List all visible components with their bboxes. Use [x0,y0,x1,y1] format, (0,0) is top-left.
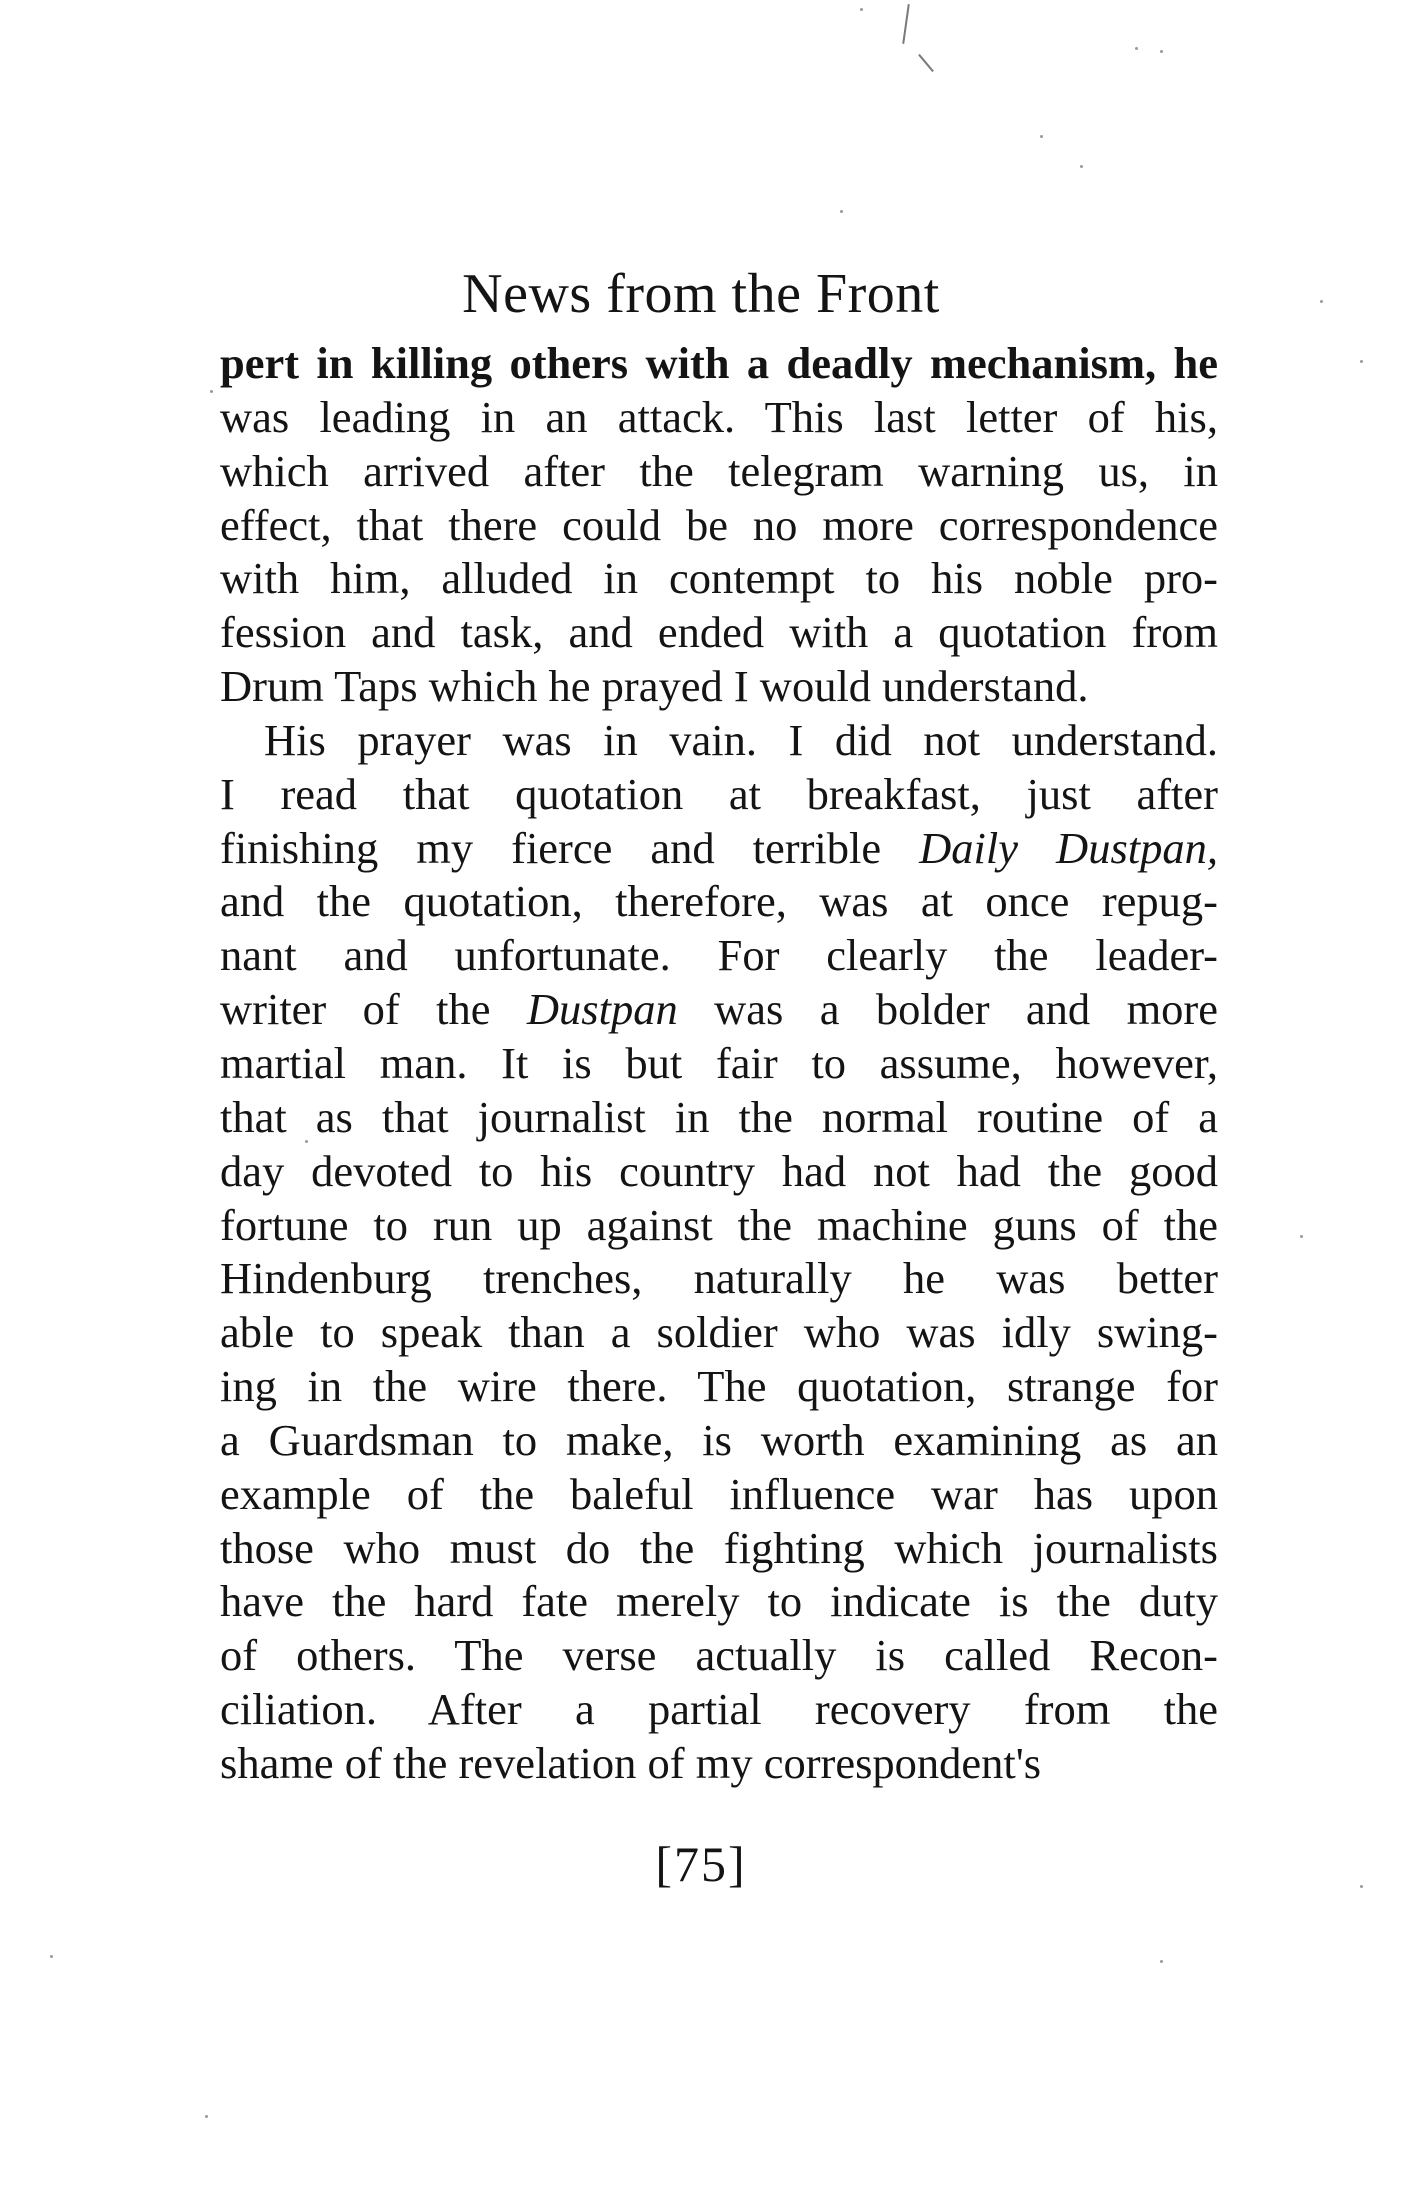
scan-speck [210,390,213,393]
text-line [220,391,1218,445]
text-line [220,499,1218,553]
scan-mark [902,4,910,44]
italic-title-text: Dustpan [526,984,678,1035]
line-text: ing in the wire there. The quotation, strange for [220,1361,1218,1412]
line-text: which arrived after the telegram warning us, in [220,445,1218,496]
line-text: writer of the [220,984,527,1035]
text-line [220,1737,1218,1791]
line-text: effect, that there could be no more correspondence [220,499,1218,550]
scan-speck [1300,1235,1303,1238]
scan-speck [840,210,843,213]
scan-speck [1160,50,1163,53]
scan-speck [1040,135,1043,138]
line-text: finishing my fierce and terrible [220,822,920,873]
line-text: of others. The verse actually is called Recon- [220,1630,1218,1681]
text-line [220,1414,1218,1468]
line-text: shame of the revelation of my correspondent's [220,1737,1042,1788]
text-line [220,1522,1218,1576]
text-line [220,1629,1218,1683]
line-text: Drum Taps which he prayed I would understand. [220,661,1089,712]
running-head: News from the Front [462,263,940,325]
text-line [220,875,1218,929]
scan-mark [918,54,934,72]
line-text: day devoted to his country had not had the good [220,1145,1218,1196]
line-text: that as that journalist in the normal routine of a [220,1091,1218,1142]
line-text: was leading in an attack. This last letter of his, [220,391,1218,442]
text-line [220,606,1218,660]
line-text: martial man. It is but fair to assume, however, [220,1037,1218,1088]
line-text: a Guardsman to make, is worth examining as an [220,1414,1218,1465]
text-line [220,1091,1218,1145]
text-line [220,552,1218,606]
text-line [220,1575,1218,1629]
line-text: Hindenburg trenches, naturally he was better [220,1253,1218,1304]
line-text: have the hard fate merely to indicate is the duty [220,1576,1218,1627]
scan-speck [50,1955,53,1958]
text-line [220,1199,1218,1253]
line-text: fortune to run up against the machine guns of the [220,1199,1218,1250]
line-text: ciliation. After a partial recovery from the [220,1684,1218,1735]
line-text: was a bolder and more [677,984,1219,1035]
text-line [220,1145,1218,1199]
line-text: those who must do the fighting which journalists [220,1522,1218,1573]
text-line [220,1360,1218,1414]
text-line [220,768,1218,822]
line-text: fession and task, and ended with a quotation from [220,607,1218,658]
scan-speck [1160,1960,1163,1963]
line-text: and the quotation, therefore, was at once repug- [220,876,1218,927]
body-text [220,337,1218,1791]
line-text: with him, alluded in contempt to his noble pro- [220,553,1218,604]
line-text: example of the baleful influence war has upon [220,1468,1218,1519]
text-line [220,1468,1218,1522]
text-line [220,822,1218,876]
line-text: His prayer was in vain. I did not understand. [264,714,1218,765]
text-line [220,445,1218,499]
scan-speck [1135,47,1138,50]
text-line [220,1252,1218,1306]
text-line [220,1683,1218,1737]
page-number: [75] [655,1836,747,1892]
line-text: able to speak than a soldier who was idly swing- [220,1307,1218,1358]
scan-speck [1360,360,1363,363]
line-text: I read that quotation at breakfast, just after [220,768,1218,819]
text-line [220,660,1218,714]
text-line [220,1037,1218,1091]
scan-speck [205,2115,208,2118]
text-line [220,337,1218,391]
text-line [220,929,1218,983]
scan-speck [1080,165,1083,168]
italic-title-text: Daily Dustpan, [919,822,1218,873]
text-line [220,983,1218,1037]
text-line [220,714,1218,768]
text-line [220,1306,1218,1360]
scan-speck [860,8,863,11]
line-text: pert in killing others with a deadly mechanism, he [220,338,1218,388]
line-text: nant and unfortunate. For clearly the leader- [220,930,1218,981]
